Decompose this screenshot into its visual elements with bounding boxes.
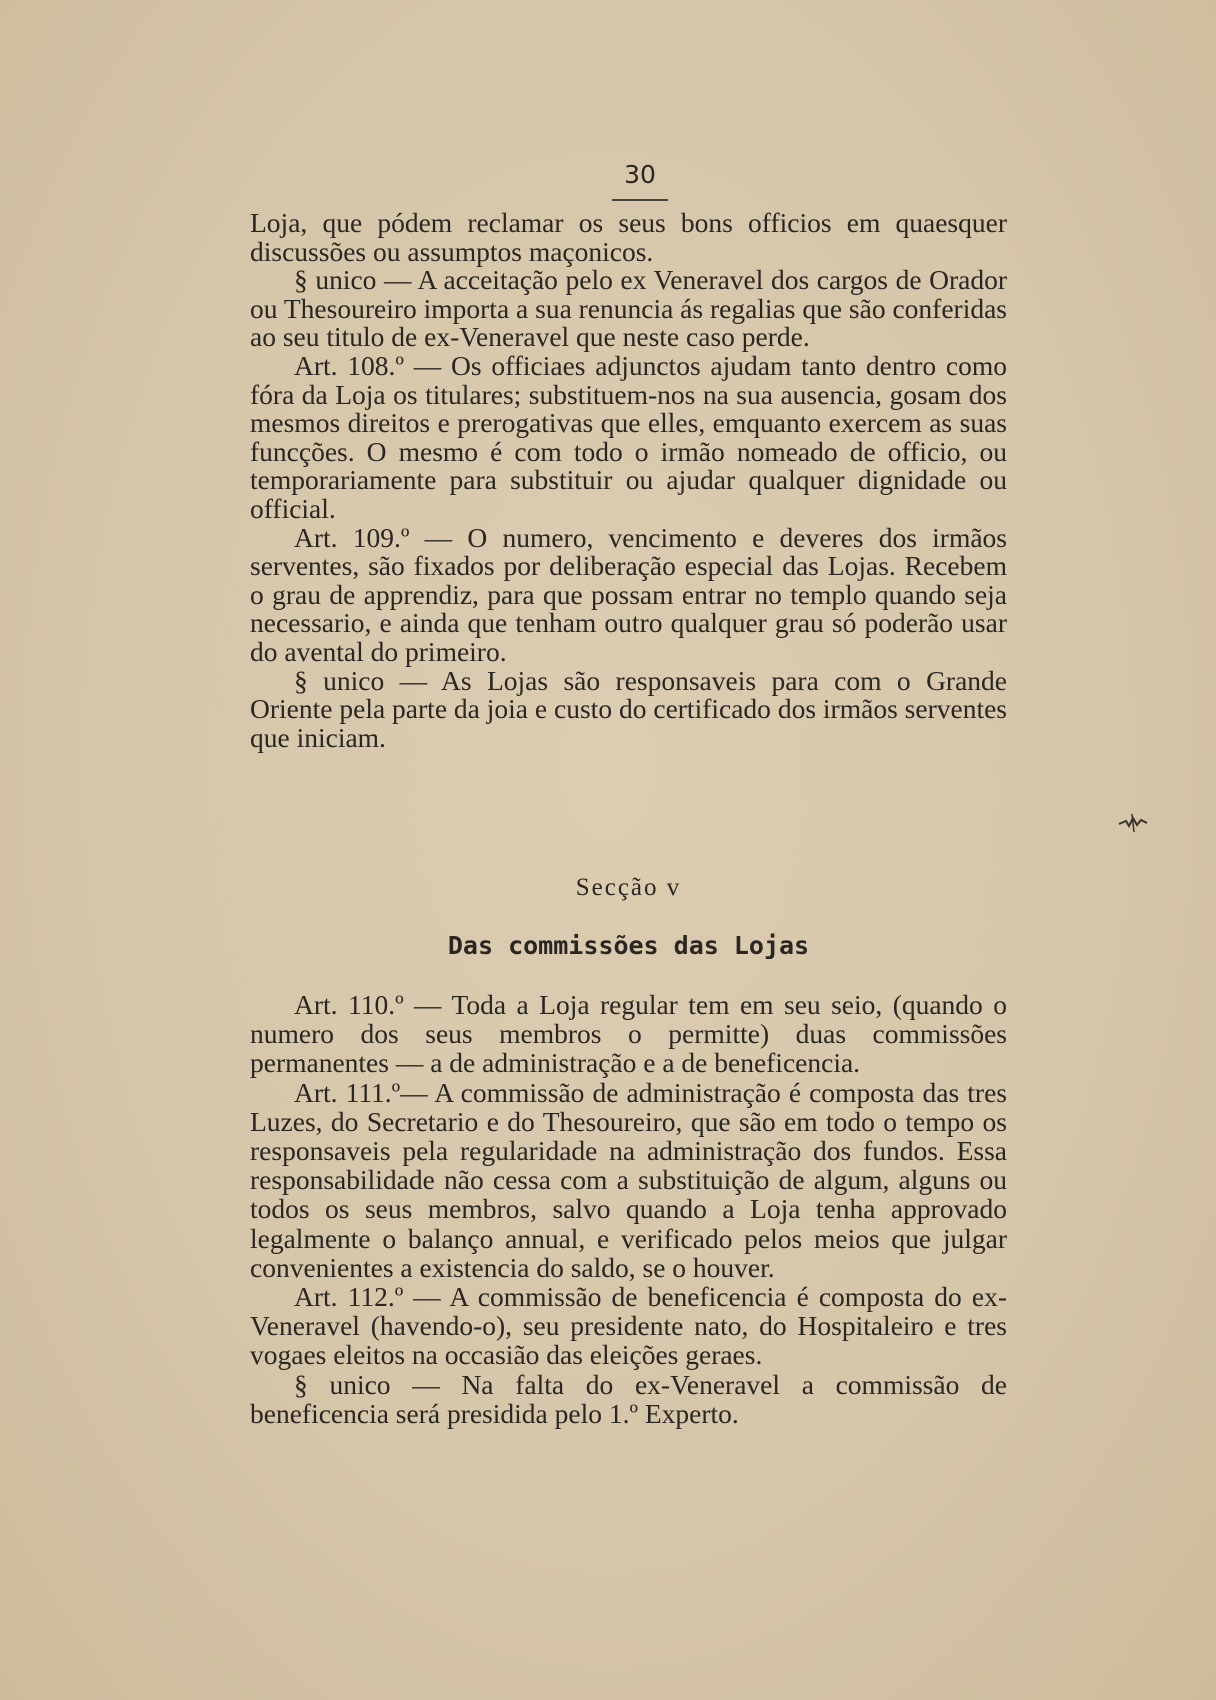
body-text-lower bbox=[250, 990, 1007, 1428]
paragraph-art-111: Art. 111.º— A commissão de administração é composta das tres Luzes, do Secretario e do Thesoureiro, que são em todo o tempo os responsaveis pela regularidade na administração dos fundos. Essa responsabilidade não cessa com a substituição de algum, alguns ou todos os seus membros, salvo quando a Loja tenha approvado legalmente o balanço annual, e verificado pelos meios que julgar convenientes a existencia do saldo, se o houver. bbox=[250, 1076, 1007, 1283]
paragraph-unico-112: § unico — Na falta do ex-Veneravel a commissão de beneficencia será presidida pelo 1.º Experto. bbox=[250, 1368, 1007, 1429]
paragraph-unico-109: § unico — As Lojas são responsaveis para com o Grande Oriente pela parte da joia e custo do certificado dos irmãos serventes que iniciam. bbox=[250, 664, 1007, 753]
paragraph-continuation: Loja, que pódem reclamar os seus bons officios em quaesquer discussões ou assumptos maçonicos. bbox=[250, 207, 1007, 267]
paragraph-unico-107: § unico — A acceitação pelo ex Veneravel dos cargos de Orador ou Thesoureiro importa a sua renuncia ás regalias que são conferidas ao seu titulo de ex-Veneravel que neste caso perde. bbox=[250, 264, 1007, 353]
page-number-rule bbox=[612, 199, 668, 201]
paragraph-art-112: Art. 112.º — A commissão de beneficencia é composta do ex-Veneravel (havendo-o), seu presidente nato, do Hospitaleiro e tres vogaes eleitos na occasião das eleições geraes. bbox=[250, 1281, 1007, 1371]
body-text-upper bbox=[250, 209, 1007, 752]
paragraph-art-109: Art. 109.º — O numero, vencimento e deveres dos irmãos serventes, são fixados por deliberação especial das Lojas. Recebem o grau de apprendiz, para que possam entrar no templo quando seja necessario, e ainda que tenham outro qualquer grau só poderão usar do avental do primeiro. bbox=[250, 521, 1007, 667]
paragraph-art-108: Art. 108.º — Os officiaes adjunctos ajudam tanto dentro como fóra da Loja os titulares; substituem-nos na sua ausencia, gosam dos mesmos direitos e prerogativas que elles, emquanto exercem as suas funcções. O mesmo é com todo o irmão nomeado de officio, ou temporariamente para substituir ou ajudar qualquer dignidade ou official. bbox=[250, 349, 1007, 524]
paragraph-art-110: Art. 110.º — Toda a Loja regular tem em seu seio, (quando o numero dos seus membros o permitte) duas commissões permanentes — a de administração e a de beneficencia. bbox=[250, 989, 1007, 1079]
section-label: Secção v bbox=[575, 874, 682, 901]
section-title: Das commissões das Lojas bbox=[447, 931, 810, 960]
page-number: 30 bbox=[624, 160, 656, 189]
ink-smudge-icon bbox=[1118, 812, 1148, 834]
